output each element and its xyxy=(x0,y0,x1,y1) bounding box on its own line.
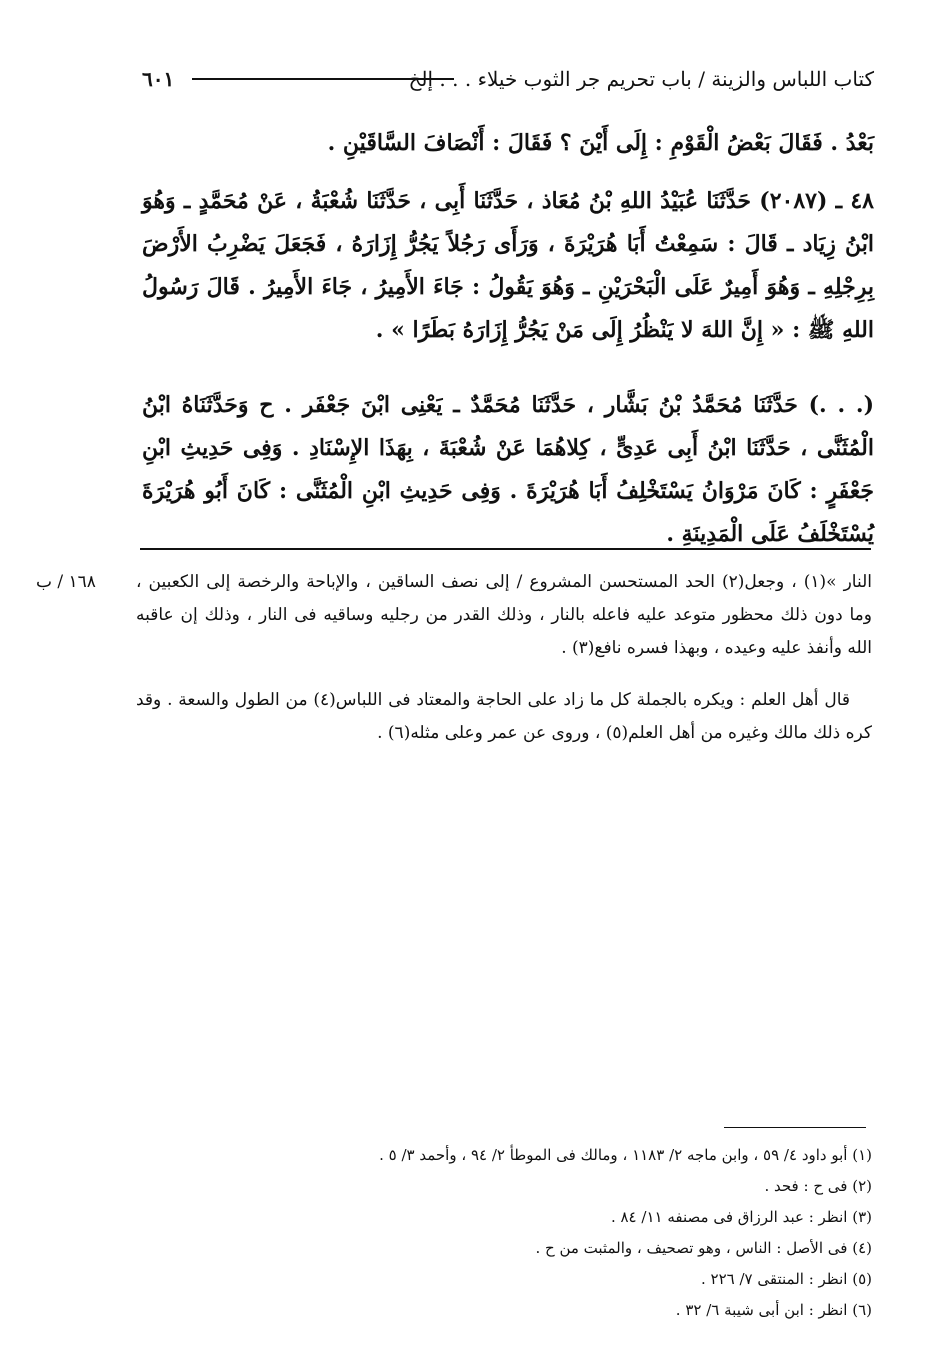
footnote-4: (٤) فى الأصل : الناس ، وهو تصحيف ، والمثبت من ح . xyxy=(535,1239,872,1257)
footnote-3: (٣) انظر : عبد الرزاق فى مصنفه ١١/ ٨٤ . xyxy=(610,1208,872,1226)
footnote-2: (٢) فى ح : فحد . xyxy=(764,1177,872,1195)
running-title: كتاب اللباس والزينة / باب تحريم جر الثوب خيلاء . . . إلخ xyxy=(408,67,874,91)
footnotes-list xyxy=(200,1140,872,1326)
commentary-paragraph-2: قال أهل العلم : ويكره بالجملة كل ما زاد على الحاجة والمعتاد فى اللباس(٤) من الطول والسعة . وقد كره ذلك مالك وغيره من أهل العلم(٥) ، وروى عن عمر وعلى مثله(٦) . xyxy=(136,690,872,743)
footnote-5: (٥) انظر : المنتقى ٧/ ٢٢٦ . xyxy=(701,1270,872,1288)
header-rule xyxy=(192,78,454,80)
commentary-paragraph-1: النار »(١) ، وجعل(٢) الحد المستحسن المشروع / إلى نصف الساقين ، والإباحة والرخصة إلى الكعبين ، وما دون ذلك محظور متوعد عليه فاعله بالنار ، وذلك القدر من رجليه وساقيه فى النار ، وذلك إن عاقبه الله وأنفذ عليه وعيده ، وبهذا فسره نافع(٣) . xyxy=(136,572,872,658)
running-header xyxy=(142,62,874,96)
folio-marker: ١٦٨ / ب xyxy=(36,572,96,592)
text-commentary-divider xyxy=(140,548,871,550)
footnote-divider xyxy=(724,1127,866,1128)
hadith-paragraph-variant-chain: (. . .) حَدَّثَنَا مُحَمَّدُ بْنُ بَشَّار ، حَدَّثَنَا مُحَمَّدٌ ـ يَعْنِى ابْنَ جَعْفَر . ح وَحَدَّثَنَاهُ ابْنُ الْمُثَنَّى ، حَدَّثَنَا ابْنُ أَبِى عَدِىٍّ ، كِلاهُمَا عَنْ شُعْبَةَ ، بِهَذَا الإِسْنَادِ . وَفِى حَدِيثِ ابْنِ جَعْفَرٍ : كَانَ مَرْوَانُ يَسْتَخْلِفُ أَبَا هُرَيْرَةَ . وَفِى حَدِيثِ ابْنِ الْمُثَنَّى : كَانَ أَبُو هُرَيْرَةَ يُسْتَخْلَفُ عَلَى الْمَدِينَةِ . xyxy=(142,392,874,547)
footnote-1: (١) أبو داود ٤/ ٥٩ ، وابن ماجه ٢/ ١١٨٣ ، ومالك فى الموطأ ٢/ ٩٤ ، وأحمد ٣/ ٥ . xyxy=(379,1146,872,1164)
hadith-paragraph-2087: ٤٨ ـ (٢٠٨٧) حَدَّثَنَا عُبَيْدُ اللهِ بْنُ مُعَاذ ، حَدَّثَنَا أَبِى ، حَدَّثَنَا شُعْبَةُ ، عَنْ مُحَمَّدٍ ـ وَهُوَ ابْنُ زِيَاد ـ قَالَ : سَمِعْتُ أَبَا هُرَيْرَةَ ، وَرَأَى رَجُلاً يَجُرُّ إِزَارَهُ ، فَجَعَلَ يَضْرِبُ الأَرْضَ بِرِجْلِهِ ـ وَهُوَ أَمِيرٌ عَلَى الْبَحْرَيْنِ ـ وَهُوَ يَقُولُ : جَاءَ الأَمِيرُ ، جَاءَ الأَمِيرُ . قَالَ رَسُولُ اللهِ ﷺ : « إِنَّ اللهَ لا يَنْظُرُ إِلَى مَنْ يَجُرُّ إِزَارَهُ بَطَرًا » . xyxy=(142,188,874,343)
hadith-paragraph-continuation: بَعْدُ . فَقَالَ بَعْضُ الْقَوْمِ : إِلَى أَيْنَ ؟ فَقَالَ : أَنْصَافَ السَّاقَيْنِ . xyxy=(327,130,874,156)
footnote-6: (٦) انظر : ابن أبى شيبة ٦/ ٣٢ . xyxy=(675,1301,872,1319)
page-number: ٦٠١ xyxy=(142,67,175,91)
